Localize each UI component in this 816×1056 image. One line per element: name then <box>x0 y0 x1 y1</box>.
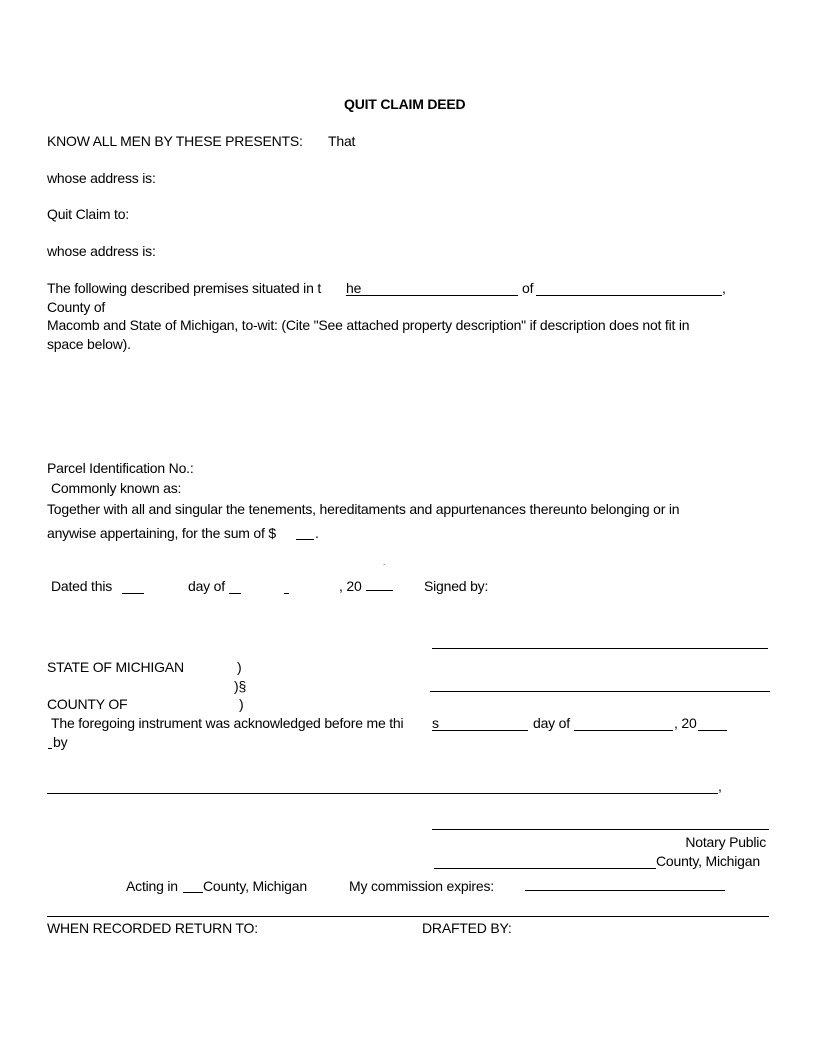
dated-month-blank-2 <box>284 593 289 594</box>
ack-day-blank <box>432 730 528 731</box>
county-of-label: COUNTY OF <box>47 696 128 712</box>
premises-township-blank <box>346 295 518 296</box>
macomb-line: Macomb and State of Michigan, to-wit: (Cite "See attached property description" if description does not fit in <box>47 317 690 333</box>
document-title: QUIT CLAIM DEED <box>344 96 466 112</box>
notary-signature-line <box>432 829 769 830</box>
intro-that: That <box>328 133 356 149</box>
intro-text: KNOW ALL MEN BY THESE PRESENTS: <box>47 133 303 149</box>
acknowledgment-text: The foregoing instrument was acknowledged before me thi <box>51 715 404 731</box>
grantor-address-label: whose address is: <box>47 170 156 186</box>
venue-paren-1: ) <box>237 659 242 675</box>
dated-year-blank <box>366 590 393 591</box>
ack-day-of-label: day of <box>533 715 570 731</box>
venue-paren-ss: )§ <box>234 678 247 694</box>
by-line-comma: , <box>718 778 722 794</box>
acting-county-label: County, Michigan <box>203 878 307 894</box>
commission-expires-blank <box>525 890 725 891</box>
dated-day-of-label: day of <box>188 578 225 594</box>
sum-blank <box>296 539 314 540</box>
grantee-address-label: whose address is: <box>47 243 156 259</box>
parcel-id-label: Parcel Identification No.: <box>47 460 194 476</box>
ack-year-label: , 20 <box>674 715 697 731</box>
drafted-by-label: DRAFTED BY: <box>422 920 512 936</box>
anywise-line: anywise appertaining, for the sum of $ <box>47 525 276 541</box>
signature-line-2 <box>430 691 770 692</box>
acknowledgment-s: s <box>432 715 439 731</box>
premises-text: The following described premises situated in t <box>47 280 322 296</box>
dated-month-blank <box>229 593 241 594</box>
venue-paren-2: ) <box>239 696 244 712</box>
ack-month-blank <box>574 730 673 731</box>
small-dot: . <box>383 558 386 567</box>
anywise-end: . <box>315 525 319 541</box>
state-of-michigan-label: STATE OF MICHIGAN <box>47 659 184 675</box>
signed-by-label: Signed by: <box>424 578 489 594</box>
dated-year-label: , 20 <box>339 578 362 594</box>
space-below-line: space below). <box>47 336 131 352</box>
dated-this-label: Dated this <box>51 578 113 594</box>
by-label: by <box>53 734 68 750</box>
acknowledged-by-line <box>47 793 718 794</box>
signature-line-1 <box>432 648 768 649</box>
premises-he: he <box>346 280 362 296</box>
premises-comma: , <box>722 280 726 296</box>
premises-municipality-blank <box>536 295 722 296</box>
premises-of: of <box>522 280 534 296</box>
notary-county-blank <box>434 868 656 869</box>
footer-divider <box>47 916 769 917</box>
notary-county-label: County, Michigan <box>656 853 760 869</box>
quit-claim-to-label: Quit Claim to: <box>47 206 129 222</box>
notary-public-label: Notary Public <box>685 834 766 850</box>
commission-expires-label: My commission expires: <box>349 878 494 894</box>
by-blank <box>48 748 52 749</box>
acting-in-label: Acting in <box>126 878 178 894</box>
commonly-known-label: Commonly known as: <box>51 480 182 496</box>
together-line: Together with all and singular the tenements, hereditaments and appurtenances thereunto belonging or in <box>47 501 680 517</box>
dated-day-blank <box>122 593 144 594</box>
when-recorded-label: WHEN RECORDED RETURN TO: <box>47 920 258 936</box>
county-of-line: County of <box>47 299 106 315</box>
ack-year-blank <box>698 730 727 731</box>
acting-county-blank <box>183 892 203 893</box>
